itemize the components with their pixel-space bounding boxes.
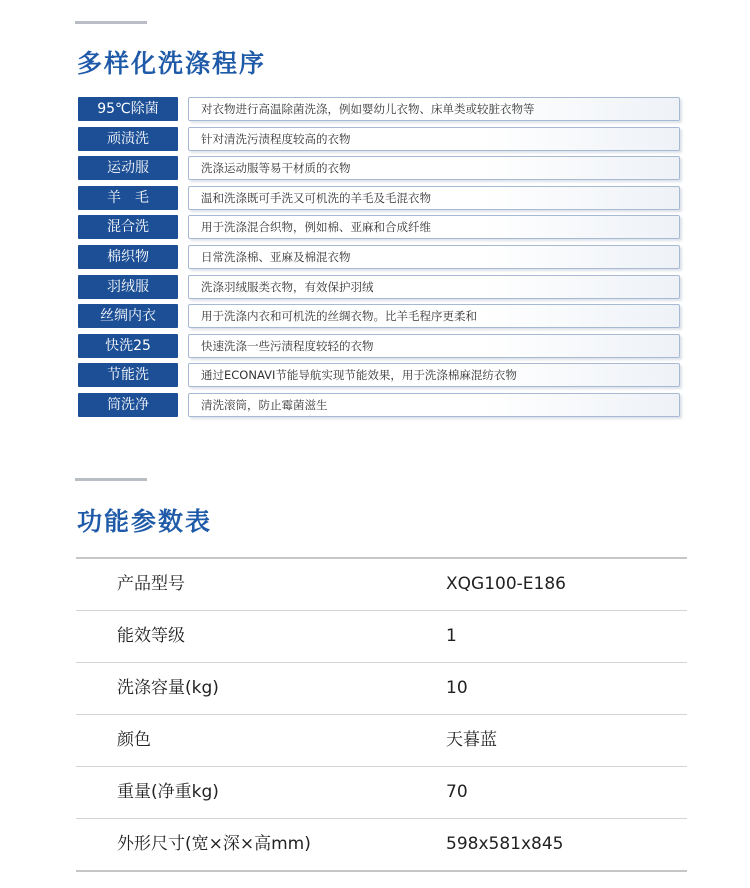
program-description: 通过ECONAVI节能导航实现节能效果，用于洗涤棉麻混纺衣物 xyxy=(188,363,680,387)
spec-row xyxy=(76,819,687,872)
spec-key: 能效等级 xyxy=(117,626,185,646)
program-label: 丝绸内衣 xyxy=(78,304,178,328)
program-row xyxy=(78,186,678,212)
program-row xyxy=(78,156,678,182)
program-description: 快速洗涤一些污渍程度较轻的衣物 xyxy=(188,334,680,358)
specs-title: 功能参数表 xyxy=(77,507,213,536)
spec-row xyxy=(76,559,687,611)
program-row xyxy=(78,215,678,241)
spec-row xyxy=(76,767,687,819)
spec-value: XQG100-E186 xyxy=(446,574,566,594)
spec-row xyxy=(76,611,687,663)
program-description: 洗涤羽绒服类衣物，有效保护羽绒 xyxy=(188,275,680,299)
middle-divider xyxy=(75,478,147,481)
program-label: 运动服 xyxy=(78,156,178,180)
program-row xyxy=(78,97,678,123)
program-row xyxy=(78,127,678,153)
program-list xyxy=(78,97,678,423)
program-row xyxy=(78,363,678,389)
programs-title: 多样化洗涤程序 xyxy=(77,49,267,78)
program-row xyxy=(78,304,678,330)
program-label: 棉织物 xyxy=(78,245,178,269)
spec-key: 颜色 xyxy=(117,730,151,750)
program-row xyxy=(78,275,678,301)
program-label: 顽渍洗 xyxy=(78,127,178,151)
program-label: 羽绒服 xyxy=(78,275,178,299)
spec-key: 外形尺寸(宽×深×高mm) xyxy=(117,834,311,854)
spec-row xyxy=(76,663,687,715)
program-row xyxy=(78,334,678,360)
spec-value: 70 xyxy=(446,782,468,802)
program-row xyxy=(78,245,678,271)
program-description: 洗涤运动服等易干材质的衣物 xyxy=(188,156,680,180)
spec-key: 产品型号 xyxy=(117,574,185,594)
spec-key: 重量(净重kg) xyxy=(117,782,219,802)
program-description: 对衣物进行高温除菌洗涤，例如婴幼儿衣物、床单类或较脏衣物等 xyxy=(188,97,680,121)
program-label: 羊 毛 xyxy=(78,186,178,210)
program-description: 温和洗涤既可手洗又可机洗的羊毛及毛混衣物 xyxy=(188,186,680,210)
program-description: 针对清洗污渍程度较高的衣物 xyxy=(188,127,680,151)
top-divider xyxy=(75,21,147,24)
program-description: 清洗滚筒，防止霉菌滋生 xyxy=(188,393,680,417)
program-description: 用于洗涤混合织物，例如棉、亚麻和合成纤维 xyxy=(188,215,680,239)
program-label: 混合洗 xyxy=(78,215,178,239)
spec-value: 10 xyxy=(446,678,468,698)
spec-key: 洗涤容量(kg) xyxy=(117,678,219,698)
program-label: 95℃除菌 xyxy=(78,97,178,121)
program-label: 节能洗 xyxy=(78,363,178,387)
program-label: 筒洗净 xyxy=(78,393,178,417)
spec-value: 598x581x845 xyxy=(446,834,564,854)
spec-table xyxy=(76,557,687,872)
program-row xyxy=(78,393,678,419)
spec-value: 1 xyxy=(446,626,457,646)
program-description: 日常洗涤棉、亚麻及棉混衣物 xyxy=(188,245,680,269)
spec-value: 天暮蓝 xyxy=(446,730,497,750)
spec-row xyxy=(76,715,687,767)
program-description: 用于洗涤内衣和可机洗的丝绸衣物。比羊毛程序更柔和 xyxy=(188,304,680,328)
program-label: 快洗25 xyxy=(78,334,178,358)
